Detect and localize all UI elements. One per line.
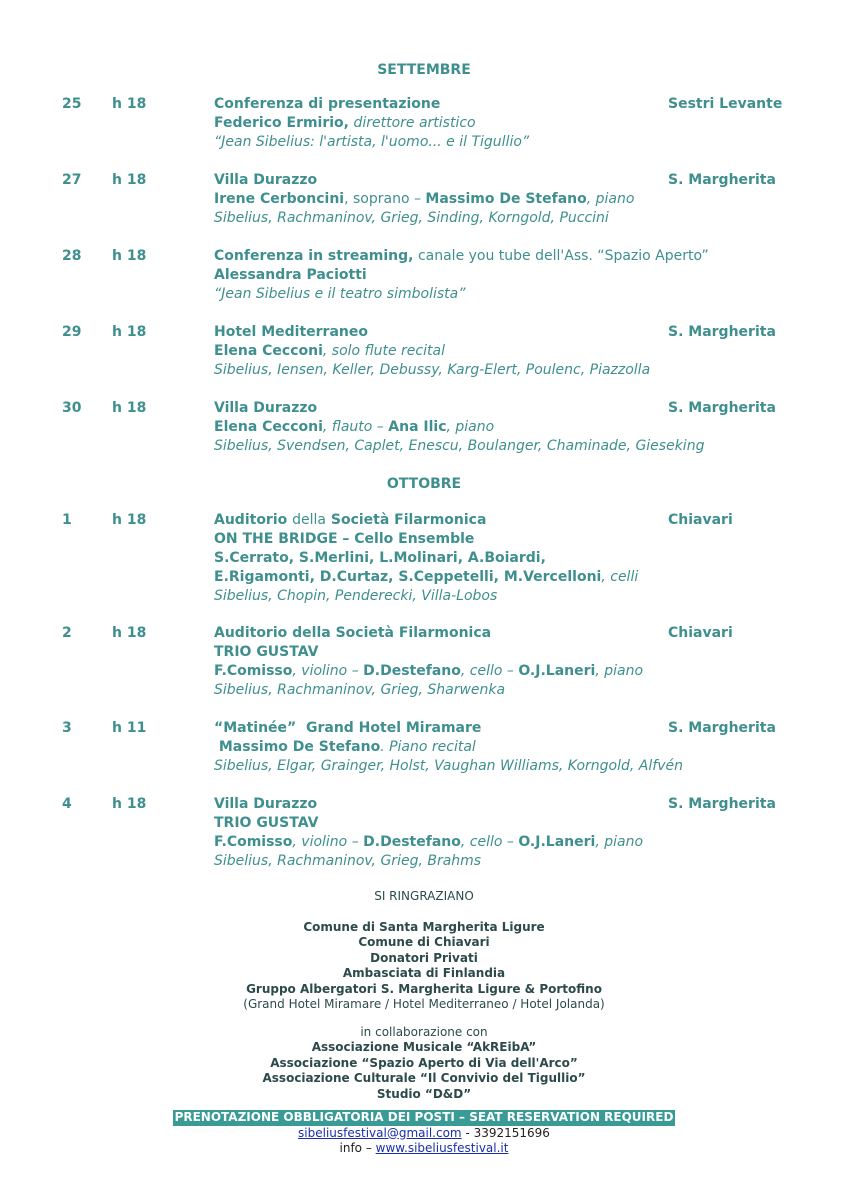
partner-line: Studio “D&D” xyxy=(376,1086,472,1101)
event-day: 25 xyxy=(62,96,82,112)
event-place: Chiavari xyxy=(668,512,733,528)
event-day: 4 xyxy=(62,796,72,812)
sponsor-line: Ambasciata di Finlandia xyxy=(342,966,506,980)
info-label: info – xyxy=(339,1141,376,1155)
event-members: E.Rigamonti, D.Curtaz, S.Ceppetelli, M.Vercelloni xyxy=(214,569,602,585)
event-performer: Alessandra Paciotti xyxy=(214,267,367,283)
event-details xyxy=(214,247,814,304)
event-performer: Ana Ilic xyxy=(388,419,447,435)
event-title: Villa Durazzo xyxy=(214,400,318,416)
event-role: , solo flute recital xyxy=(322,343,445,359)
event-hour: h 18 xyxy=(112,796,147,812)
event-role: , violino – xyxy=(292,834,364,850)
sponsor-line: Comune di Santa Margherita Ligure xyxy=(303,919,545,934)
event-ensemble: TRIO GUSTAV xyxy=(214,815,319,831)
event-hour: h 18 xyxy=(112,400,147,416)
event-program: Sibelius, Rachmaninov, Grieg, Brahms xyxy=(214,853,482,869)
event-place: Sestri Levante xyxy=(668,96,783,112)
event-day: 29 xyxy=(62,324,82,340)
phone-number: - 3392151696 xyxy=(461,1125,550,1140)
event-title: Auditorio della Società Filarmonica xyxy=(214,625,492,641)
event-title: Conferenza in streaming, xyxy=(214,248,414,264)
event-program: Sibelius, Rachmaninov, Grieg, Sharwenka xyxy=(214,682,506,698)
month-heading-ottobre: OTTOBRE xyxy=(386,476,462,492)
hotels-line: (Grand Hotel Miramare / Hotel Mediterraneo / Hotel Jolanda) xyxy=(243,997,605,1011)
sponsor-line: Gruppo Albergatori S. Margherita Ligure & Portofino xyxy=(246,981,602,996)
event-title-detail: canale you tube dell'Ass. “Spazio Aperto” xyxy=(413,248,709,264)
event-day: 28 xyxy=(62,248,82,264)
partner-line: Associazione “Spazio Aperto di Via dell'Arco” xyxy=(270,1055,578,1070)
event-hour: h 18 xyxy=(112,248,147,264)
event-day: 1 xyxy=(62,512,72,528)
event-details xyxy=(214,323,734,380)
event-performer: O.J.Laneri xyxy=(518,834,596,850)
event-ensemble: TRIO GUSTAV xyxy=(214,644,319,660)
event-place: S. Margherita xyxy=(668,400,776,416)
event-hour: h 11 xyxy=(112,720,147,736)
event-details xyxy=(214,624,734,700)
sponsor-line: Donatori Privati xyxy=(370,950,478,965)
collaboration-heading: in collaborazione con xyxy=(360,1024,488,1039)
event-role: , piano xyxy=(595,663,644,679)
event-hour: h 18 xyxy=(112,172,147,188)
event-title: della xyxy=(292,512,326,528)
event-role: direttore artistico xyxy=(349,115,476,131)
reservation-banner: PRENOTAZIONE OBBLIGATORIA DEI POSTI – SEAT RESERVATION REQUIRED xyxy=(174,1110,674,1124)
event-details xyxy=(214,511,734,606)
event-performer: Massimo De Stefano xyxy=(425,191,587,207)
event-title: Conferenza di presentazione xyxy=(214,96,441,112)
event-role: , celli xyxy=(601,569,639,585)
event-day: 27 xyxy=(62,172,82,188)
event-role: , violino – xyxy=(292,663,364,679)
event-performer: D.Destefano xyxy=(363,834,461,850)
event-hour: h 18 xyxy=(112,96,147,112)
event-program: Sibelius, Svendsen, Caplet, Enescu, Boulanger, Chaminade, Gieseking xyxy=(214,438,705,454)
email-link[interactable]: sibeliusfestival@gmail.com xyxy=(298,1125,462,1140)
event-hour: h 18 xyxy=(112,512,147,528)
event-ensemble: ON THE BRIDGE – Cello Ensemble xyxy=(214,531,475,547)
event-title: Auditorio xyxy=(214,512,293,528)
event-role: , cello – xyxy=(460,834,519,850)
thanks-heading: SI RINGRAZIANO xyxy=(374,889,474,903)
event-program: Sibelius, Iensen, Keller, Debussy, Karg-Elert, Poulenc, Piazzolla xyxy=(214,362,651,378)
event-day: 2 xyxy=(62,625,72,641)
event-place: S. Margherita xyxy=(668,324,776,340)
event-hour: h 18 xyxy=(112,625,147,641)
event-title: Hotel Mediterraneo xyxy=(214,324,368,340)
thanks-section xyxy=(0,889,848,1102)
event-performer: F.Comisso xyxy=(214,663,293,679)
event-details xyxy=(214,719,734,776)
event-performer: Irene Cerboncini xyxy=(214,191,345,207)
event-details xyxy=(214,171,734,228)
event-members: S.Cerrato, S.Merlini, L.Molinari, A.Boiardi, xyxy=(214,550,546,566)
event-performer: O.J.Laneri xyxy=(518,663,596,679)
event-day: 30 xyxy=(62,400,82,416)
event-role: , cello – xyxy=(460,663,519,679)
event-place: S. Margherita xyxy=(668,720,776,736)
event-place: S. Margherita xyxy=(668,796,776,812)
event-role: , flauto – xyxy=(322,419,389,435)
event-details xyxy=(214,95,734,152)
event-program: Sibelius, Chopin, Penderecki, Villa-Lobos xyxy=(214,588,498,604)
event-role: , piano xyxy=(586,191,635,207)
event-program: Sibelius, Elgar, Grainger, Holst, Vaughan Williams, Korngold, Alfvén xyxy=(214,758,683,774)
event-title: Società Filarmonica xyxy=(326,512,487,528)
event-performer: Elena Cecconi xyxy=(214,343,323,359)
event-performer: Massimo De Stefano xyxy=(214,739,381,755)
event-note: “Jean Sibelius e il teatro simbolista” xyxy=(214,286,466,302)
event-role: . Piano recital xyxy=(380,739,476,755)
event-title: Villa Durazzo xyxy=(214,172,318,188)
reservation-section xyxy=(0,1110,848,1157)
website-link[interactable]: www.sibeliusfestival.it xyxy=(375,1141,509,1155)
partner-line: Associazione Musicale “AkREibA” xyxy=(311,1040,537,1054)
event-role: , piano xyxy=(595,834,644,850)
event-performer: Elena Cecconi xyxy=(214,419,323,435)
event-role: , piano xyxy=(446,419,495,435)
month-heading-settembre: SETTEMBRE xyxy=(377,62,471,78)
event-performer: D.Destefano xyxy=(363,663,461,679)
event-performer: F.Comisso xyxy=(214,834,293,850)
event-role: , soprano – xyxy=(344,191,426,207)
event-title: Villa Durazzo xyxy=(214,796,318,812)
event-program: Sibelius, Rachmaninov, Grieg, Sinding, Korngold, Puccini xyxy=(214,210,609,226)
sponsor-line: Comune di Chiavari xyxy=(358,935,490,949)
event-day: 3 xyxy=(62,720,72,736)
event-details xyxy=(214,399,734,456)
event-place: S. Margherita xyxy=(668,172,776,188)
event-note: “Jean Sibelius: l'artista, l'uomo... e il Tigullio” xyxy=(214,134,530,150)
event-details xyxy=(214,795,734,871)
event-hour: h 18 xyxy=(112,324,147,340)
partner-line: Associazione Culturale “Il Convivio del Tigullio” xyxy=(262,1071,586,1085)
event-performer: Federico Ermirio, xyxy=(214,115,349,131)
event-place: Chiavari xyxy=(668,625,733,641)
event-title: “Matinée” Grand Hotel Miramare xyxy=(214,720,482,736)
